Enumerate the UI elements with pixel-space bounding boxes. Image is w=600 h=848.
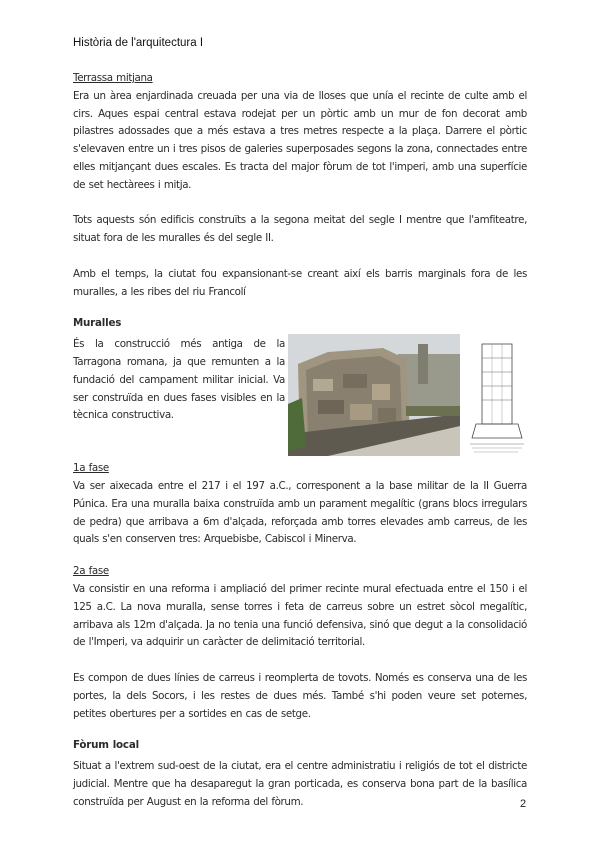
- terrassa-heading: Terrassa mitjana: [73, 72, 153, 84]
- forum-heading: Fòrum local: [73, 739, 139, 752]
- fase2-paragraph: Va consistir en una reforma i ampliació del primer recinte mural efectuada entre el 150 i el 125 a.C. La nova muralla, sense torres i feta de carreus sobre un estret sòcol megalític, arribava als 12m d'alçada. Ja no tenia una funció defensiva, sinó que degut a la consolidació de l'Imperi, va adquirir un caràcter de delimitació territorial.: [73, 582, 527, 649]
- fase1-heading: 1a fase: [73, 462, 109, 475]
- muralles-intro-block: [73, 336, 527, 460]
- muralles-extra-paragraph: Es compon de dues línies de carreus i reomplerta de tovots. Només es conserva una de les portes, la dels Socors, i les restes de dues més. També s'hi poden veure set poternes, petites obertures per a sortides en cas de setge.: [73, 671, 527, 720]
- forum-paragraph: Situat a l'extrem sud-oest de la ciutat, era el centre administratiu i religiós de tot el districte judicial. Mentre que ha desaparegut la gran porticada, es conserva bona part de la basílica construïda per August en la reforma del fòrum.: [73, 760, 527, 808]
- terrassa-paragraph-3: Amb el temps, la ciutat fou expansionant-se creant així els barris marginals fora de les muralles, a les ribes del riu Francolí: [73, 267, 527, 298]
- tower-sketch-drawing: [468, 338, 526, 456]
- document-body: [73, 70, 527, 812]
- wall-tower-photo-drawing: [288, 334, 460, 456]
- page-number: 2: [520, 798, 527, 810]
- tower-sketch-illustration: [468, 338, 526, 456]
- fase1-paragraph: Va ser aixecada entre el 217 i el 197 a.C., corresponent a la base militar de la II Guerra Púnica. Era una muralla baixa construïda amb un parament megalític (grans blocs irregulars de pedra) que arribava a 6m d'alçada, reforçada amb torres elevades amb carreus, de les quals s'en conserven tres: Arquebisbe, Cabiscol i Minerva.: [73, 479, 527, 546]
- fase2-heading: 2a fase: [73, 565, 109, 578]
- wall-tower-photo: [288, 334, 460, 456]
- running-header: Història de l'arquitectura I: [73, 37, 204, 49]
- muralles-intro: És la construcció més antiga de la Tarragona romana, ja que remunten a la fundació del campament militar inicial. Va ser construïda en dues fases visibles en la tècnica constructiva.: [73, 338, 285, 422]
- muralles-heading: Muralles: [73, 317, 122, 330]
- terrassa-paragraph-2: Tots aquests són edificis construïts a la segona meitat del segle I mentre que l'amfiteatre, situat fora de les muralles és del segle II.: [73, 214, 527, 245]
- terrassa-paragraph-1: Era un àrea enjardinada creuada per una via de lloses que unía el recinte de culte amb el cirs. Aques espai central estava rodejat per un pòrtic amb un mur de fon decorat amb pilastres adossades que a més estava a tres metres respecte a la plaça. Darrere el pòrtic s'elevaven entre un i tres pisos de galeries superposades segons la zona, connectades entre elles mitjançant dues escales. Es tracta del major fòrum de tot l'imperi, amb una superfície de set hectàrees i mitja.: [73, 89, 527, 191]
